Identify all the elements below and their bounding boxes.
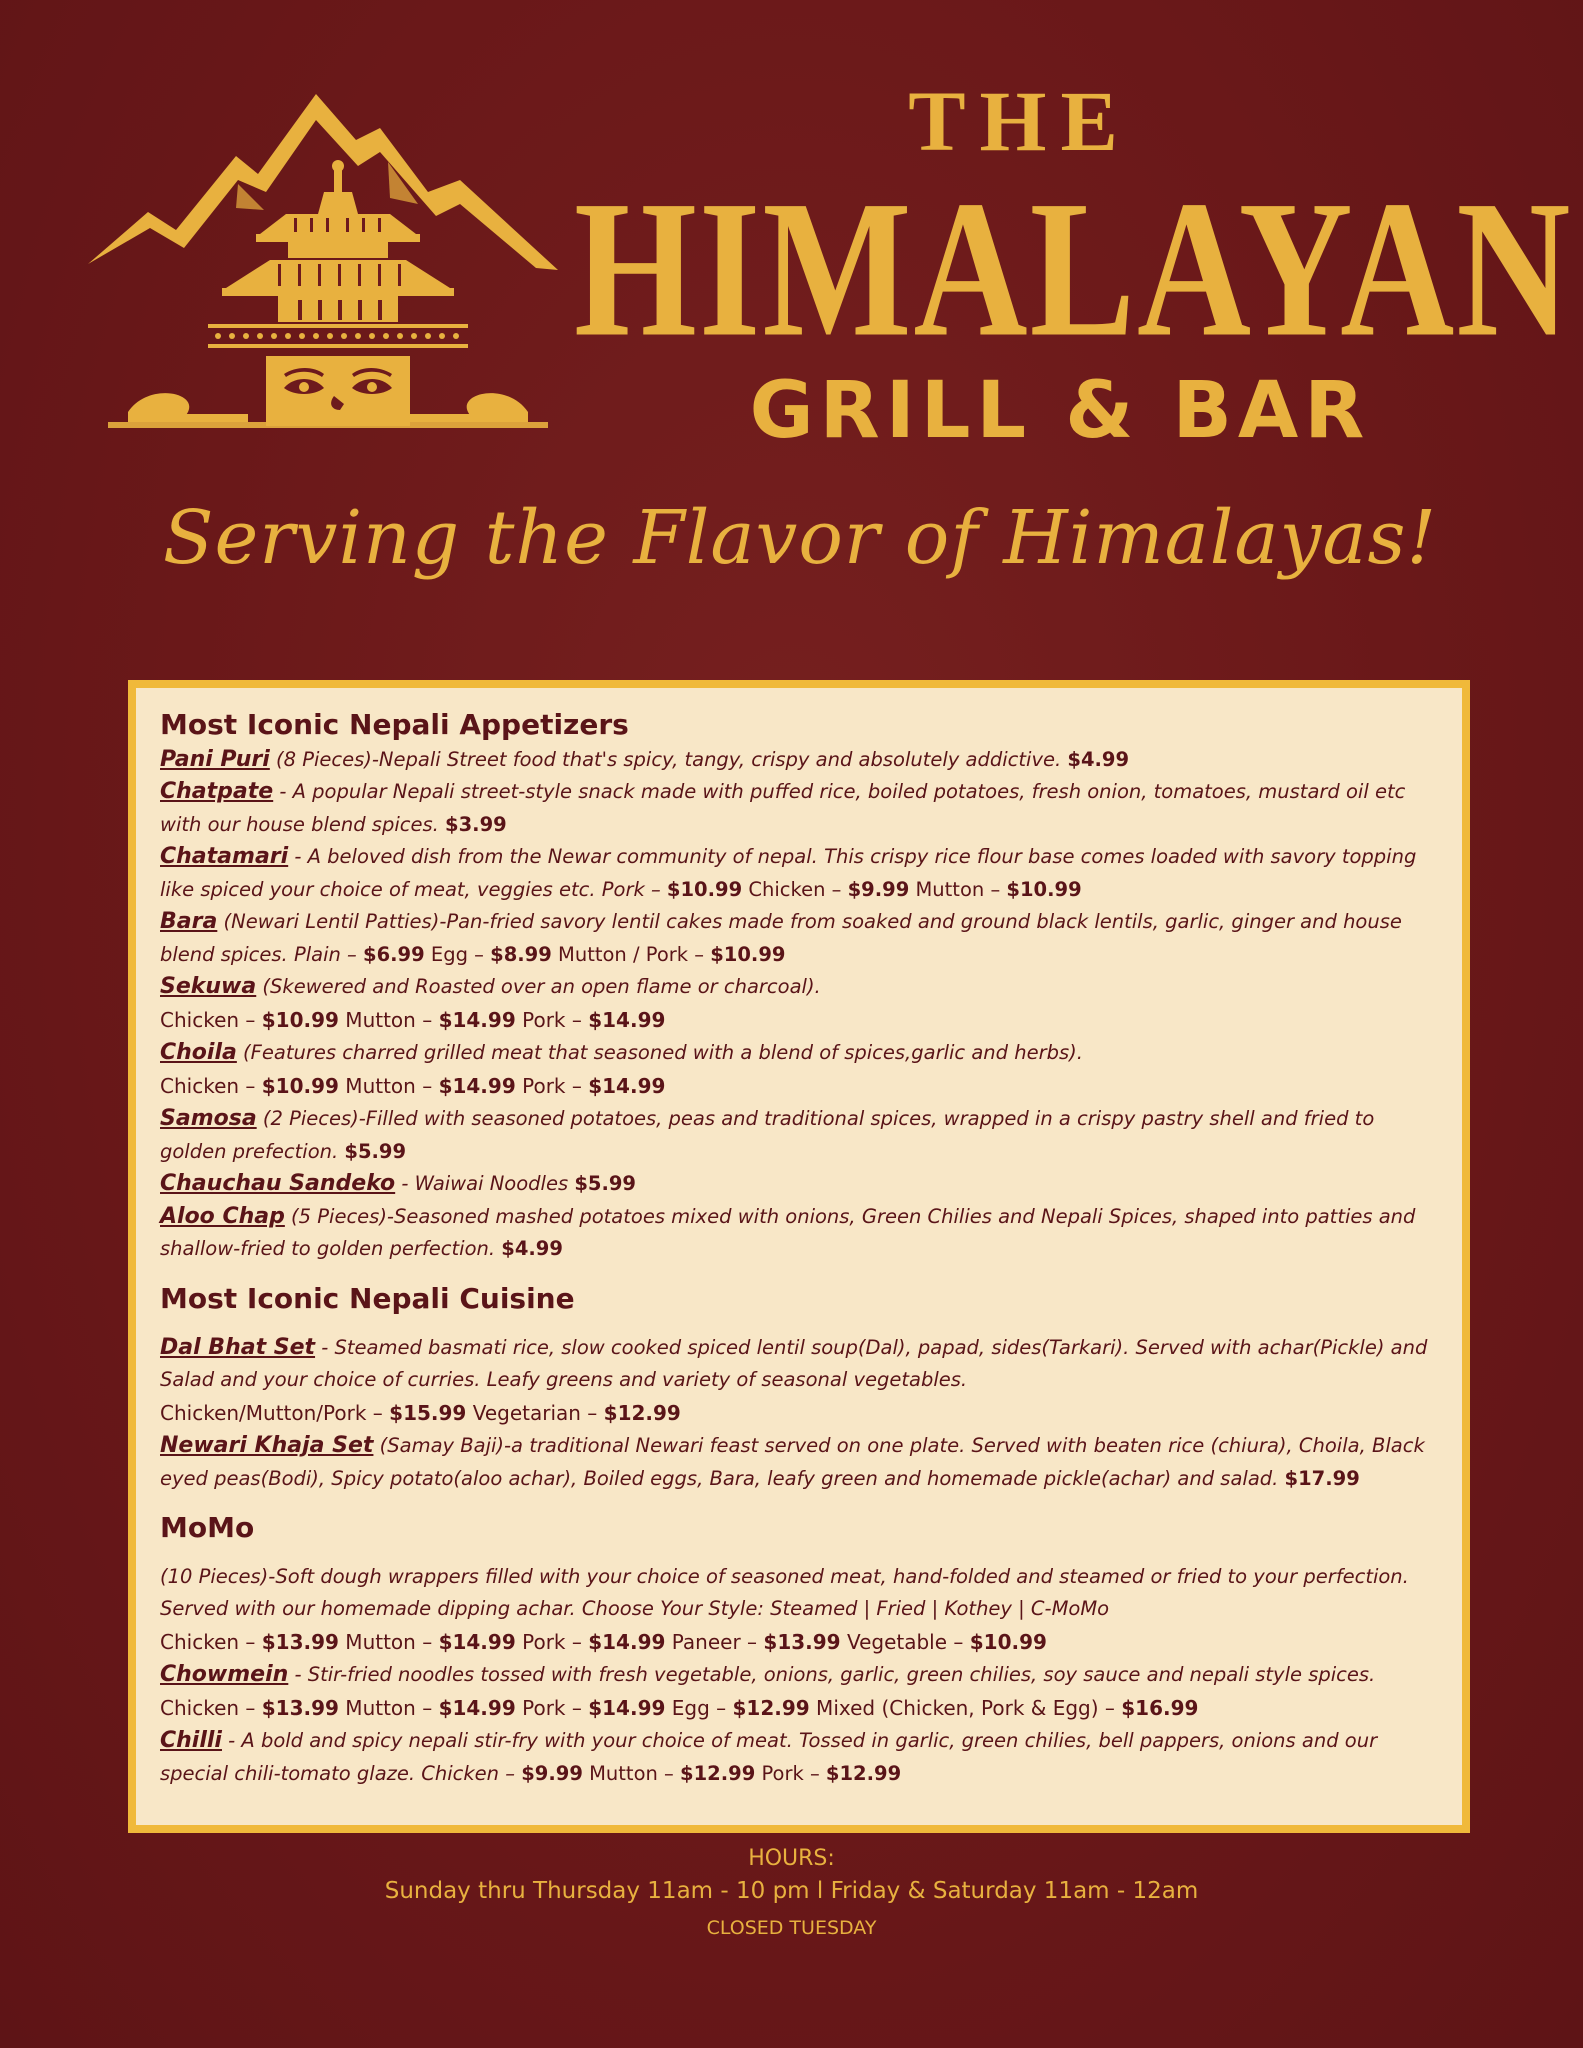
item-name: Sekuwa [160, 974, 257, 1000]
menu-item-newari-khaja-set [160, 1430, 1444, 1495]
item-desc: - Waiwai Noodles [395, 1172, 575, 1196]
price-label: Vegetarian – [466, 1400, 604, 1425]
price-label: Pork – [755, 1761, 826, 1785]
item-desc: (5 Pieces)-Seasoned mashed potatoes mixed with onions, Green Chilies and Nepali Spices, shaped into patties and shallow-fried to golden perfection. [160, 1204, 1416, 1261]
menu-item-chilli [160, 1725, 1444, 1790]
price-label: Chicken/Mutton/Pork – [160, 1400, 390, 1425]
item-name: Samosa [160, 1106, 257, 1132]
price-label: Paneer – [665, 1629, 764, 1654]
menu-item-chatpate [160, 776, 1444, 841]
item-name: Chatamari [160, 844, 289, 870]
menu-item-pani-puri [160, 744, 1444, 777]
item-price: $10.99 [1006, 877, 1082, 901]
menu-item-choila [160, 1037, 1444, 1103]
item-desc: (2 Pieces)-Filled with seasoned potatoes, peas and traditional spices, wrapped in a crispy pastry shell and fried to golden prefection. [160, 1107, 1375, 1163]
price-line [160, 1401, 681, 1425]
item-desc: (8 Pieces)-Nepali Street food that's spicy, tangy, crispy and absolutely addictive. [269, 747, 1068, 771]
item-price: $14.99 [588, 1629, 666, 1654]
item-desc: (Samay Baji)-a traditional Newari feast served on one plate. Served with beaten rice (chiura), Choila, Black eyed peas(Bodi), Spicy potato(aloo achar), Boiled eggs, Bara, leafy green and homemade pickle(achar) and salad. [160, 1434, 1425, 1490]
menu-item-dal-bhat-set [160, 1332, 1444, 1431]
price-label: Egg – [665, 1695, 733, 1720]
menu-item-sekuwa [160, 971, 1444, 1037]
menu-item-momo [160, 1561, 1444, 1660]
menu-item-samosa [160, 1103, 1444, 1168]
item-price: $16.99 [1121, 1695, 1199, 1720]
price-label: Pork – [515, 1629, 589, 1654]
item-desc: - A beloved dish from the Newar community of nepal. This crispy rice flour base comes loaded with savory topping like spiced your choice of meat, veggies etc. Pork – [160, 845, 1417, 901]
item-price: $3.99 [445, 812, 507, 836]
item-name: Newari Khaja Set [160, 1433, 374, 1459]
price-label: Mutton – [338, 1629, 439, 1654]
item-price: $5.99 [344, 1139, 407, 1163]
item-price: $14.99 [438, 1695, 516, 1720]
item-desc: (Skewered and Roasted over an open flame or charcoal). [256, 975, 821, 999]
item-price: $12.99 [732, 1695, 810, 1720]
price-label: Pork – [515, 1695, 589, 1720]
price-line [160, 1008, 665, 1032]
item-desc: (Newari Lentil Patties)-Pan-fried savory lentil cakes made from soaked and ground black lentils, garlic, ginger and house blend spices. Plain – [160, 910, 1402, 966]
price-line [160, 1696, 1198, 1720]
price-label: Chicken – [160, 1695, 262, 1720]
item-price: $12.99 [603, 1400, 681, 1425]
item-name: Bara [160, 909, 218, 935]
section-title-momo: MoMo [160, 1511, 255, 1545]
hours-schedule: Sunday thru Thursday 11am - 10 pm l Friday & Saturday 11am - 12am [384, 1878, 1199, 1904]
restaurant-subtitle: GRILL & BAR [749, 366, 1371, 456]
menu-item-chauchau-sandeko [160, 1168, 1444, 1201]
price-line [160, 1074, 665, 1098]
item-price: $12.99 [825, 1761, 902, 1785]
item-price: $12.99 [680, 1761, 756, 1785]
item-price: $10.99 [261, 1073, 339, 1098]
hours-closed-day: CLOSED TUESDAY [706, 1917, 877, 1939]
item-price: $17.99 [1284, 1466, 1360, 1490]
item-price: $10.99 [666, 877, 743, 901]
item-price: $5.99 [574, 1172, 636, 1196]
price-label: Mixed (Chicken, Pork & Egg) – [809, 1695, 1122, 1720]
item-price: $10.99 [261, 1007, 339, 1032]
hours-title: HOURS: [748, 1846, 835, 1871]
item-price: $15.99 [389, 1400, 467, 1425]
price-label: Chicken – [160, 1073, 262, 1098]
price-label: Mutton – [338, 1695, 439, 1720]
menu-item-aloo-chap [160, 1201, 1444, 1266]
item-price: $14.99 [438, 1629, 516, 1654]
price-label: Egg – [424, 942, 491, 966]
price-line [160, 1630, 1047, 1654]
price-label: Mutton – [338, 1073, 439, 1098]
item-desc: (Features charred grilled meat that seasoned with a blend of spices,garlic and herbs). [236, 1041, 1083, 1065]
item-desc: - A popular Nepali street-style snack made with puffed rice, boiled potatoes, fresh onion, tomatoes, mustard oil etc with our house blend spices. [160, 780, 1406, 836]
item-price: $6.99 [363, 942, 425, 966]
item-price: $14.99 [588, 1007, 666, 1032]
item-desc: - Steamed basmati rice, slow cooked spiced lentil soup(Dal), papad, sides(Tarkari). Served with achar(Pickle) and Salad and your choice of curries. Leafy greens and variety of seasonal vegetables. [160, 1335, 1428, 1392]
item-name: Chowmein [160, 1662, 289, 1688]
item-name: Choila [160, 1040, 237, 1066]
menu-item-bara [160, 906, 1444, 971]
price-label: Chicken – [160, 1007, 262, 1032]
item-price: $8.99 [490, 942, 552, 966]
item-price: $13.99 [763, 1629, 841, 1654]
item-price: $9.99 [847, 877, 910, 901]
menu-item-chatamari [160, 841, 1444, 906]
price-label: Mutton – [338, 1007, 439, 1032]
item-name: Dal Bhat Set [160, 1334, 316, 1360]
item-name: Chatpate [160, 779, 274, 805]
section-title-appetizers: Most Iconic Nepali Appetizers [160, 708, 629, 741]
menu-panel [128, 680, 1470, 1833]
item-price: $4.99 [1067, 747, 1130, 771]
price-label: Mutton – [909, 877, 1007, 901]
section-title-cuisine: Most Iconic Nepali Cuisine [160, 1281, 575, 1315]
item-price: $14.99 [588, 1695, 666, 1720]
temple-mountain-icon [88, 92, 568, 462]
item-price: $13.99 [261, 1695, 339, 1720]
restaurant-name: HIMALAYAN [574, 160, 1573, 378]
item-desc: (10 Pieces)-Soft dough wrappers filled with your choice of seasoned meat, hand-folded and steamed or fried to your perfection. Served with our homemade dipping achar. Choose Your Style: Steamed | Fried | Kothey | C-MoMo [160, 1564, 1409, 1621]
price-label: Pork – [515, 1073, 589, 1098]
item-price: $13.99 [261, 1629, 339, 1654]
temple-mountain-logo [88, 92, 568, 462]
item-name: Chauchau Sandeko [160, 1171, 396, 1197]
item-price: $10.99 [969, 1629, 1047, 1654]
item-name: Chilli [160, 1728, 222, 1754]
item-price: $14.99 [438, 1007, 516, 1032]
price-label: Vegetable – [840, 1629, 970, 1654]
item-name: Aloo Chap [160, 1203, 285, 1229]
price-label: Mutton – [582, 1761, 681, 1785]
item-name: Pani Puri [160, 746, 270, 772]
item-desc: - Stir-fried noodles tossed with fresh vegetable, onions, garlic, green chilies, soy sauce and nepali style spices. [288, 1663, 1376, 1687]
title-the: THE [908, 73, 1132, 169]
menu-item-chowmein [160, 1659, 1444, 1725]
item-price: $9.99 [521, 1761, 583, 1785]
item-price: $14.99 [588, 1073, 666, 1098]
item-price: $4.99 [501, 1237, 563, 1261]
tagline: Serving the Flavor of Himalayas! [162, 495, 1438, 581]
price-label: Mutton / Pork – [551, 942, 711, 966]
price-label: Chicken – [160, 1629, 262, 1654]
item-price: $10.99 [710, 942, 786, 966]
price-label: Pork – [515, 1007, 589, 1032]
item-price: $14.99 [438, 1073, 516, 1098]
item-desc: - A bold and spicy nepali stir-fry with your choice of meat. Tossed in garlic, green chilies, bell pappers, onions and our special chili-tomato glaze. Chicken – [160, 1729, 1378, 1785]
price-label: Chicken – [742, 877, 848, 901]
